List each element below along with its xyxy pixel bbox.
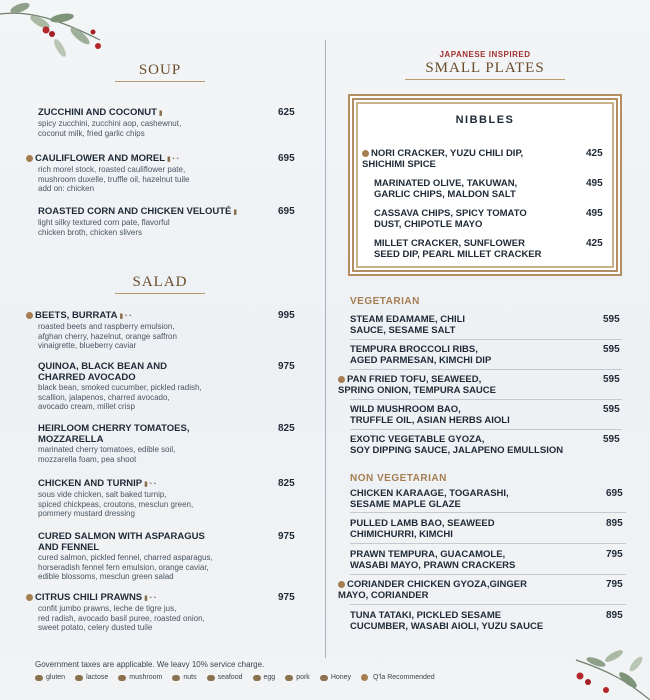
soup-item: CAULIFLOWER AND MOREL ▮◔◔ rich morel stock, roasted cauliflower pate, mushroom duxelle, truffle oil, hazelnut tuile add on: chicken 695 [26, 153, 300, 194]
leaf-decoration-icon [0, 0, 110, 60]
vegetarian-item: EXOTIC VEGETABLE GYOZA, SOY DIPPING SAUCE, JALAPENO EMULLSION 595 [350, 434, 620, 456]
recommended-icon [338, 376, 345, 383]
salad-item: BEETS, BURRATA ▮◔◔ roasted beets and raspberry emulsion, afghan cherry, hazelnut, orange saffron vinaigrette, blueberry caviar 995 [26, 310, 300, 351]
separator [350, 429, 622, 430]
pork-icon [285, 675, 293, 681]
separator [350, 339, 622, 340]
non-vegetarian-item: TUNA TATAKI, PICKLED SESAME CUCUMBER, WASABI AIOLI, YUZU SAUCE 895 [350, 610, 623, 632]
non-vegetarian-item: PRAWN TEMPURA, GUACAMOLE, WASABI MAYO, PRAWN CRACKERS 795 [350, 549, 623, 571]
soup-heading: SOUP [115, 62, 205, 82]
egg-icon [253, 675, 261, 681]
separator [350, 399, 622, 400]
non-vegetarian-heading: NON VEGETARIAN [350, 473, 447, 484]
allergen-legend [35, 674, 435, 681]
salad-item: CHICKEN AND TURNIP ▮◔◔ sous vide chicken, salt baked turnip, spiced chickpeas, croutons, mesclun green, pommery mustard dressing 825 [38, 478, 295, 518]
gluten-icon [35, 675, 43, 681]
nuts-icon [172, 675, 180, 681]
legend-pork: pork [285, 674, 310, 681]
recommended-icon [362, 150, 369, 157]
seafood-icon [207, 675, 215, 681]
legend-seafood: seafood [207, 674, 243, 681]
legend-nuts: nuts [172, 674, 196, 681]
non-vegetarian-item: CHICKEN KARAAGE, TOGARASHI, SESAME MAPLE GLAZE 695 [350, 488, 623, 510]
separator [350, 574, 626, 575]
separator [350, 369, 622, 370]
column-divider [325, 40, 326, 658]
vegetarian-heading: VEGETARIAN [350, 296, 420, 307]
non-vegetarian-item: CORIANDER CHICKEN GYOZA,GINGER MAYO, CORIANDER 795 [338, 579, 623, 601]
mushroom-icon [118, 675, 126, 681]
nibble-item: CASSAVA CHIPS, SPICY TOMATO DUST, CHIPOTLE MAYO 495 [374, 208, 603, 230]
nibbles-heading: NIBBLES [455, 114, 515, 126]
soup-item: ZUCCHINI AND COCONUT ▮ spicy zucchini, zucchini aop, cashewnut, coconut milk, fried garlic chips 625 [38, 107, 295, 138]
separator [350, 543, 626, 544]
recommended-icon [338, 581, 345, 588]
legend-lactose: lactose [75, 674, 108, 681]
legend-honey: Honey [320, 674, 351, 681]
legend-mushroom: mushroom [118, 674, 162, 681]
lactose-icon [75, 675, 83, 681]
vegetarian-item: PAN FRIED TOFU, SEAWEED, SPRING ONION, TEMPURA SAUCE 595 [338, 374, 620, 396]
honey-icon [320, 675, 328, 681]
separator [350, 512, 626, 513]
nibble-item: NORI CRACKER, YUZU CHILI DIP, SHICHIMI SPICE 425 [362, 148, 603, 170]
recommended-icon [361, 674, 368, 681]
legend-gluten: gluten [35, 674, 65, 681]
vegetarian-item: STEAM EDAMAME, CHILI SAUCE, SESAME SALT 595 [350, 314, 620, 336]
small-plates-kicker: JAPANESE INSPIRED [439, 50, 531, 59]
non-vegetarian-item: PULLED LAMB BAO, SEAWEED CHIMICHURRI, KIMCHI 895 [350, 518, 623, 540]
leaf-decoration-bottom-icon [566, 640, 650, 700]
tax-note: Government taxes are applicable. We leavy 10% service charge. [35, 660, 265, 669]
soup-item: ROASTED CORN AND CHICKEN VELOUTÉ ▮ light silky textured corn pate, flavorful chicken broth, chicken slivers 695 [38, 206, 295, 237]
recommended-icon [26, 594, 33, 601]
salad-item: CITRUS CHILI PRAWNS ▮◔◔ confit jumbo prawns, leche de tigre jus, red radish, avocado basil puree, roasted onion, sweet potato, celery dusted tuile 975 [26, 592, 300, 633]
salad-heading: SALAD [115, 274, 205, 294]
salad-item: HEIRLOOM CHERRY TOMATOES, MOZZARELLA marinated cherry tomatoes, edible soil, mozzarella foam, pea shoot 825 [38, 423, 295, 464]
legend-recommended: Q'la Recommended [361, 674, 435, 681]
vegetarian-item: WILD MUSHROOM BAO, TRUFFLE OIL, ASIAN HERBS AIOLI 595 [350, 404, 620, 426]
salad-item: CURED SALMON WITH ASPARAGUS AND FENNEL cured salmon, pickled fennel, charred asparagus, horseradish fennel fern emulsion, orange caviar, edible blossoms, mesclun green salad 975 [38, 531, 295, 581]
recommended-icon [26, 312, 33, 319]
legend-egg: egg [253, 674, 276, 681]
separator [350, 604, 626, 605]
recommended-icon [26, 155, 33, 162]
vegetarian-item: TEMPURA BROCCOLI RIBS, AGED PARMESAN, KIMCHI DIP 595 [350, 344, 620, 366]
salad-item: QUINOA, BLACK BEAN AND CHARRED AVOCADO black bean, smoked cucumber, pickled radish, scallion, jalapenos, charred avocado, avocado cream, millet crisp 975 [38, 361, 295, 411]
nibble-item: MARINATED OLIVE, TAKUWAN, GARLIC CHIPS, MALDON SALT 495 [374, 178, 603, 200]
small-plates-heading: SMALL PLATES [405, 60, 565, 80]
nibble-item: MILLET CRACKER, SUNFLOWER SEED DIP, PEARL MILLET CRACKER 425 [374, 238, 603, 260]
